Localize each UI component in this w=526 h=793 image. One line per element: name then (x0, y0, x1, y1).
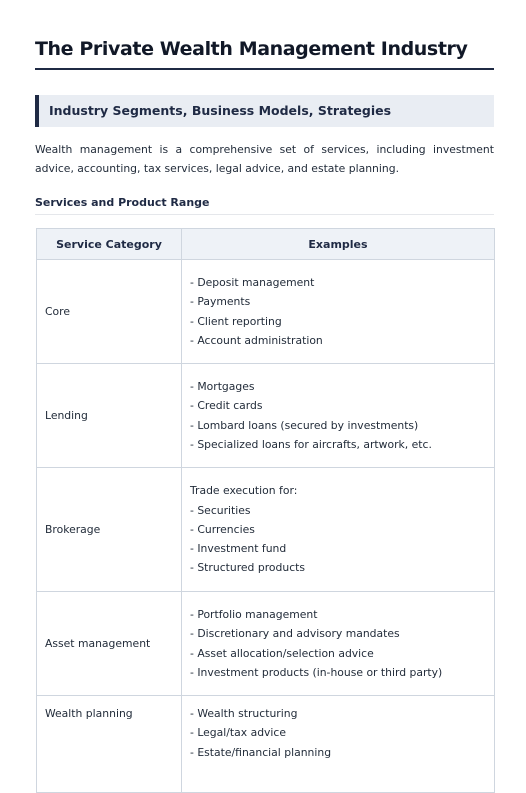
bullet-dash: - (190, 295, 198, 309)
examples-cell (182, 364, 495, 468)
list-item: - Asset allocation/selection advice (190, 646, 374, 660)
list-item: - Credit cards (190, 399, 263, 413)
category-cell: Asset management (37, 592, 182, 696)
list-item: - Estate/financial planning (190, 745, 332, 759)
list-item: - Specialized loans for aircrafts, artwork, etc. (190, 437, 432, 451)
list-item: - Client reporting (190, 314, 282, 328)
table-header-row (37, 229, 495, 260)
list-item: - Wealth structuring (190, 707, 298, 720)
table-row (37, 364, 495, 468)
title-divider (35, 68, 494, 70)
list-item: - Structured products (190, 561, 305, 575)
bullet-dash: - (190, 437, 198, 451)
bullet-dash: - (190, 646, 198, 660)
header-examples: Examples (182, 229, 495, 260)
bullet-dash: - (190, 418, 198, 432)
header-service-category: Service Category (37, 229, 182, 260)
list-item: - Lombard loans (secured by investments) (190, 418, 419, 432)
intro-paragraph: Wealth management is a comprehensive set of services, including investment advice, accounting, tax services, legal advice, and estate planning. (35, 143, 494, 175)
bullet-dash: - (190, 665, 198, 679)
list-item: - Currencies (190, 522, 255, 536)
bullet-dash: - (190, 561, 198, 575)
bullet-dash: - (190, 275, 198, 289)
section-header (35, 95, 494, 127)
bullet-dash: - (190, 627, 198, 641)
list-item: - Securities (190, 503, 251, 517)
list-item: - Payments (190, 295, 251, 309)
table-row (37, 468, 495, 592)
examples-cell (182, 260, 495, 364)
list-item: - Discretionary and advisory mandates (190, 627, 400, 641)
list-item: - Legal/tax advice (190, 726, 287, 740)
bullet-dash: - (190, 314, 198, 328)
bullet-dash: - (190, 607, 198, 621)
examples-cell (182, 696, 495, 793)
bullet-dash: - (190, 542, 198, 556)
subsection-title: Services and Product Range (35, 196, 210, 209)
category-cell: Lending (37, 364, 182, 468)
subsection-divider (35, 214, 494, 215)
section-title: Industry Segments, Business Models, Strategies (49, 103, 392, 118)
category-cell: Core (37, 260, 182, 364)
list-item: - Portfolio management (190, 607, 318, 621)
document-title: The Private Wealth Management Industry (35, 38, 468, 60)
bullet-dash: - (190, 522, 198, 536)
examples-lead-text: Trade execution for: (190, 484, 298, 498)
bullet-dash: - (190, 726, 198, 740)
bullet-dash: - (190, 333, 198, 347)
table-row (37, 696, 495, 793)
bullet-dash: - (190, 745, 198, 759)
examples-cell (182, 468, 495, 592)
table-row (37, 592, 495, 696)
bullet-dash: - (190, 379, 198, 393)
list-item: - Deposit management (190, 275, 315, 289)
bullet-dash: - (190, 399, 198, 413)
list-item: - Mortgages (190, 379, 255, 393)
list-item: - Investment products (in-house or third party) (190, 665, 443, 679)
bullet-dash: - (190, 503, 198, 517)
category-cell: Wealth planning (37, 696, 182, 793)
list-item: - Investment fund (190, 542, 287, 556)
table-row (37, 260, 495, 364)
examples-cell (182, 592, 495, 696)
list-item: - Account administration (190, 333, 323, 347)
services-table (36, 228, 495, 793)
bullet-dash: - (190, 707, 198, 720)
category-cell: Brokerage (37, 468, 182, 592)
